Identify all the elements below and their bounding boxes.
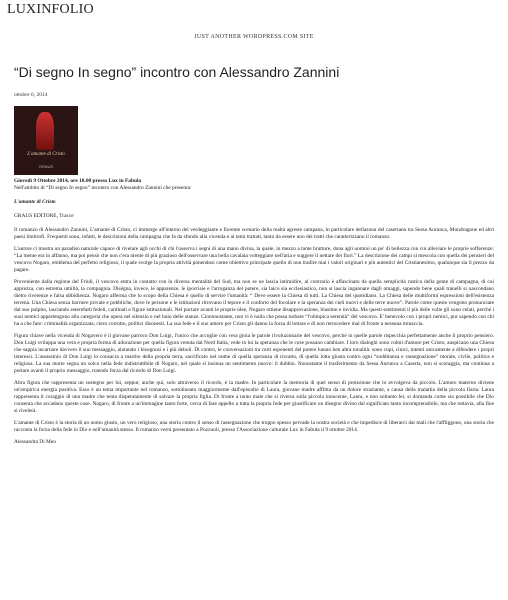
paragraph-4: Figura chiave nella vicenda di Nogavero è il giovane parroco Don Luigi, l'unico che accoglie con vera gioia le parole rivoluzionarie del vescovo, perché in quelle parole rispecchia perfettamente anche il proprio pensiero. Don Luigi sviluppa una vera e propria forma di adorazione per quella figura venuta dal Nord Italia, vede in lui la speranza che le cose possano cambiare. I loro dialoghi sono colmi d'amore per Cristo, auspicano una Chiesa che sappia incarnare davvero il suo messaggio, aiutando i bisognosi e i più deboli. Di contro, le conversazioni tra certi esponenti del potere hanno ben altra tonalità: sono cupi, cinici, intenti unicamente a difendere i propri interessi. L'assassinio di Don Luigi lo consacra a martire della propria terra, sacrificato nel nome di quella speranza di riscatto, di quella lotta giusta contro ogni “sudditanza e rassegnazione” morale, civile, politica e religiosa. La sua morte segna un solco nella fede indistruttibile di Nogaro, nel quale si insinua un sentimento nuovo: il dubbio. Nonostante il trasferimento da Sessa Aurunca a Caserta, non si scoraggia, ma continua a portare avanti il proprio messaggio, traendo forza dal ricordo di Don Luigi. [14, 333, 494, 374]
post-title[interactable]: “Di segno In segno” incontro con Alessandro Zannini [14, 64, 340, 80]
paragraph-3: Proveniente dalla regione del Friuli, il vescovo entra in contatto con la diversa mentalità del Sud, ma non se ne lascia intimidire, al contrario è affascinato da quella semplicità rustica della gente di campagna, di cui apprezza, con estrema umiltà, la compagnia. Diségna, invece, le apparenze, le ipocrisie e l'arroganza del potere, sia laico sia ecclesiastico, non si lascia ingannare dagli omaggi, sapendo bene quali tranelli si nascondano dietro riverenze e falsa ubbidienza. Nogaro afferma che lo scopo della Chiesa è quello di servire l'umanità: “ Deve essere la Chiesa di tutti. La Chiesa del quotidiano. La Chiesa delle multiformi espressioni dell'esistenza terrena. Una Chiesa senza barriere private e pubbliche, dove le persone e le istituzioni ritrovano il tepore e il conforto del focolare e la speranza dei cieli nuovi e delle terre nuove”. Parole come queste vengono pronunciate dal suo pulpito, lasciando esterefatti fedeli, cardinali e figure istituzionali. Nel portare avanti le proprie idee, Nogaro ottiene disapprovazione, biasimo e invidia. Ma questi sentimenti il più delle volte gli sono celati, perché i suoi nemici appartengono alla categoria che opera nel silenzio e nel buio delle stanze. Ciononostante, non vi è nulla che possa turbare “l'olimpica serenità” del vescovo. E' benevolo con i propri nemici, pur sapendo con chi ha a che fare: criminalità organizzata, clero corrotto, politici disonesti. La sua fede e il suo amore per Cristo gli danno la forza di lottare e di non retrocedere mai di fronte a nessuna minaccia. [14, 279, 494, 327]
book-cover-title: L'amante di Cristo [27, 152, 65, 157]
event-line: Giovedì 9 Ottobre 2014, ore 18.00 presso Lux in Fabula [14, 178, 142, 184]
paragraph-6: L'amante di Cristo è la storia di un uomo giusto, un vero religioso, una storia contro il senso di rassegnazione che troppo spesso pervade la nostra società e che impedisce di liberarci dai mali che l'affliggono, una storia che racconta la forza della fede in Dio e nell'umanità stessa. Il romanzo verrà presentato a Pozzuoli, presso l'Associazione culturale Lux in Fabula il 9 ottobre 2014. [14, 420, 494, 433]
paragraph-5: Altra figura che rappresenta un sostegno per lui, seppur, anche qui, solo attraverso il ricordo, è la madre. In particolare la memoria di quel senso di protezione che lo avvolgeva da piccolo. L'amore materno diviene un'empirica energia positiva. Esso è un tema importante nel romanzo, sottolineato maggiormente dall'episodio di Laura, giovane madre afflitta da un dolore straziante, a causa della malattia della piccola Ilaria. Laura rappresenta il coraggio di una madre che tenta disperatamente di salvare la propria figlia. Di fronte a tanto male che si riversa sulla piccola innocente, Laura, e non soltanto lei, si domanda come sia possibile che Dio consenta che accadano queste cose. Nogaro, di fronte a un'immagine tanto forte, cerca di fare appello a tutta la propria fede per giustificare un disegno divino dal significato tanto incomprensibile, ma che tuttavia, alla fine si rivelerà. [14, 380, 494, 414]
book-cover-figure [36, 112, 54, 150]
event-line-2: Nell'ambito di “Di segno In segno” incontro con Alessandro Zannini che presenta: [14, 185, 192, 191]
paragraph-2: L'autore ci mostra un paradiso naturale capace di rivelare agli occhi di chi l'osserva i segni di una mano divina, la quale, in mezzo a tante brutture, dona agli uomini un po' di bellezza con cui alleviare le proprie sofferenze: “La mente era in affanno, ma poi pensò che non c'era niente di più grazioso dell'osservare una bella cavalaia volteggiare nell'aria e suggere il nettare dei fiori.” La descrizione dei campi si mescola con quella dei pensieri del vescovo Nogaro, emblema del perfetto religioso, il quale svolge la propria attività ponendosi come obiettivo principale quello di non tradire mai i valori originari e più autentici del Cristianesimo, qualunque sia il prezzo da pagare. [14, 246, 494, 273]
site-tagline: JUST ANOTHER WORDPRESS.COM SITE [194, 34, 314, 40]
site-title[interactable]: LUXINFOLIO [7, 2, 94, 17]
post-author: Alessandra Di Meo [14, 439, 56, 445]
book-title: L'amante di Cristo [14, 199, 56, 205]
book-cover-publisher: GRAUS [38, 164, 54, 169]
paragraph-1: Il romanzo di Alessandro Zannini, L'amante di Cristo, ci immerge all'interno del verdeggiante e fiorente scenario della realtà agreste campana, in particolare dellazona del casertano tra Sessa Aurunca, Mondragone ed altri paesi limitrofi. Frequenti sono, infatti, le descrizioni della campagna che fa da sfondo alla vicenda e ai temi trattati, tanto da essere uno dei tratti che caratterizzano il romanzo. [14, 227, 494, 240]
book-cover-image [14, 106, 78, 175]
publisher-line: GRAUS EDITORE, Tracce [14, 213, 74, 219]
post-content [14, 178, 494, 451]
post-date[interactable]: ottobre 6, 2014 [14, 92, 48, 98]
